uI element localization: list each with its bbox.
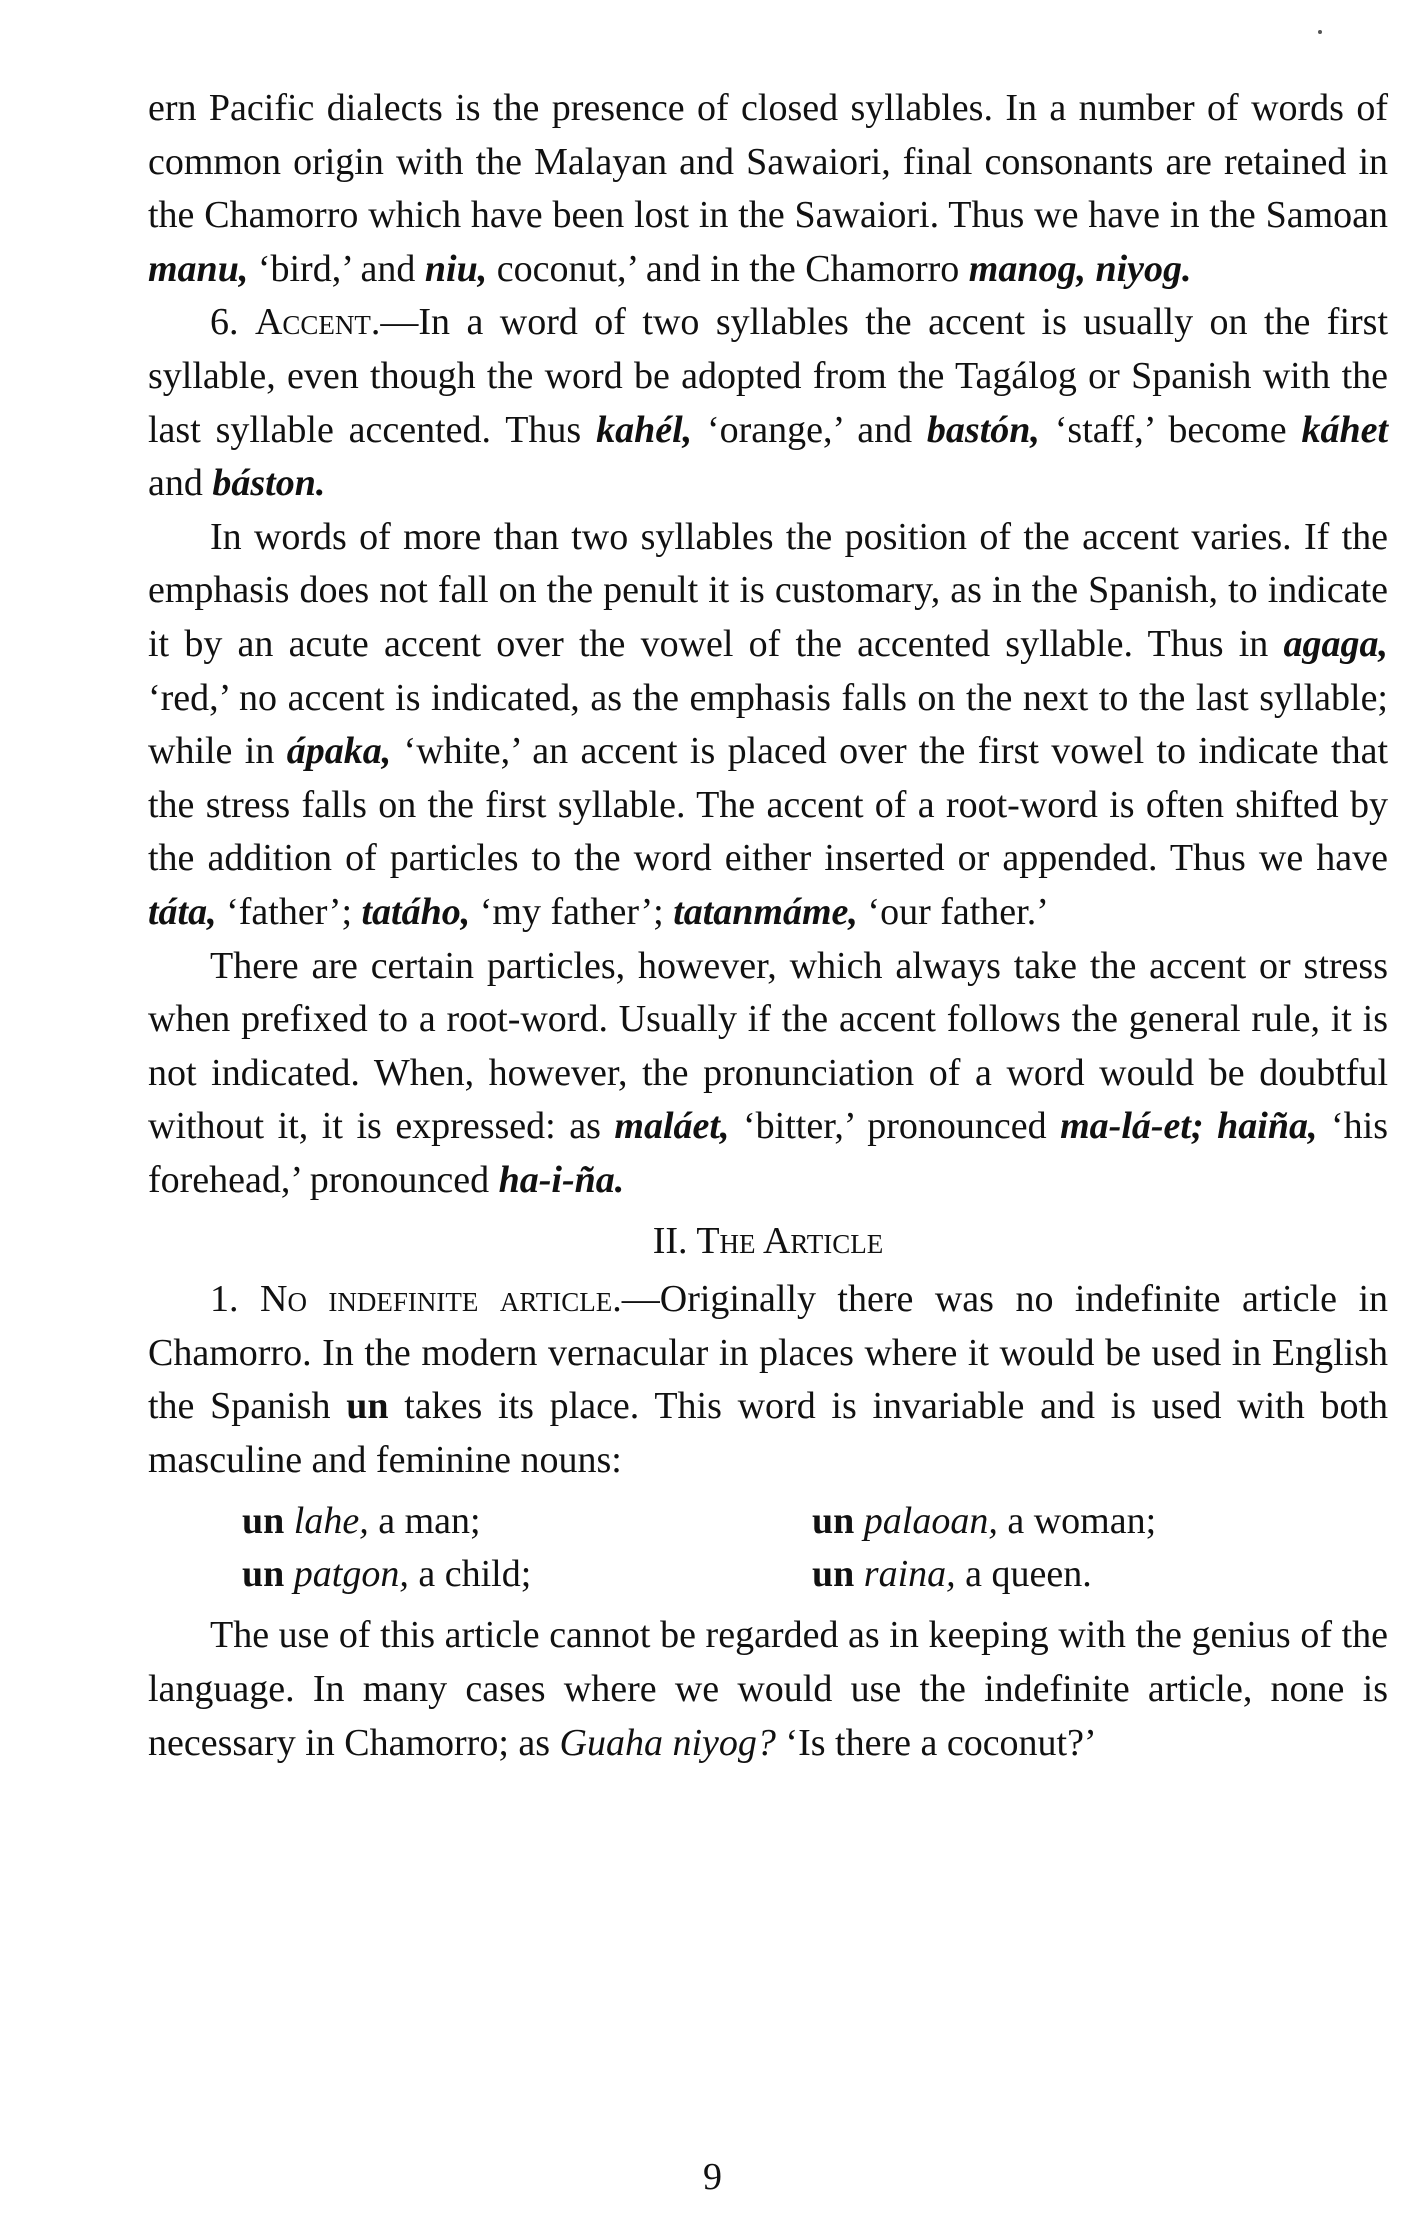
paragraph-heading: Accent. bbox=[254, 301, 381, 344]
text-run: ‘bird,’ and bbox=[248, 247, 425, 290]
term: tatáho, bbox=[361, 890, 471, 933]
body-text bbox=[148, 82, 1388, 1770]
example-item bbox=[812, 1548, 1412, 1601]
text-run: ‘orange,’ and bbox=[692, 408, 927, 451]
term: ha-i-ña. bbox=[498, 1158, 625, 1201]
example-article: un bbox=[812, 1553, 855, 1596]
text-run: ‘his forehead,’ pronounced bbox=[148, 1105, 1388, 1201]
example-word: palaoan, bbox=[863, 1500, 998, 1543]
section-heading bbox=[148, 1215, 1388, 1269]
term: Guaha niyog? bbox=[559, 1721, 776, 1764]
example-gloss: a man; bbox=[368, 1500, 481, 1543]
text-run: ‘Is there a coconut?’ bbox=[775, 1721, 1097, 1764]
example-item bbox=[812, 1495, 1412, 1548]
example-gloss: a woman; bbox=[997, 1500, 1157, 1543]
example-item bbox=[242, 1495, 812, 1548]
text-run: —Originally there was no indefinite article in Chamorro. In the modern vernacular in places where it would be used in English the Spanish bbox=[148, 1278, 1389, 1428]
paragraph bbox=[148, 1609, 1388, 1770]
speck bbox=[1318, 30, 1322, 34]
term: báston. bbox=[212, 462, 326, 505]
term: táta, bbox=[148, 890, 217, 933]
section-number: 6. bbox=[210, 301, 255, 344]
paragraph bbox=[148, 940, 1388, 1208]
term: bastón, bbox=[926, 408, 1040, 451]
example-gloss: a queen. bbox=[955, 1553, 1092, 1596]
term: káhet bbox=[1301, 408, 1388, 451]
text-run: takes its place. This word is invariable and is used with both masculine and feminine nouns: bbox=[148, 1385, 1388, 1481]
text-run: coconut,’ and in the Chamorro bbox=[487, 247, 969, 290]
paragraph bbox=[148, 1273, 1388, 1487]
text-run: ‘father’; bbox=[216, 890, 362, 933]
term: agaga, bbox=[1283, 622, 1388, 665]
text-run: ‘white,’ an accent is placed over the first vowel to indicate that the stress falls on the first syllable. The accent of a root-word is often shifted by the addition of particles to the word either inserted or appended. Thus we have bbox=[148, 730, 1389, 880]
text-run: ern Pacific dialects is the presence of closed syllables. In a number of words of common origin with the Malayan and Sawaiori, final consonants are retained in the Chamorro which have been lost in the Sawaiori. Thus we have in the Samoan bbox=[148, 87, 1388, 237]
term: manu, bbox=[148, 247, 249, 290]
section-heading-number: II. bbox=[652, 1220, 697, 1263]
section-heading-title: The Article bbox=[696, 1220, 884, 1263]
text-run: There are certain particles, however, which always take the accent or stress when prefixed to a root-word. Usually if the accent follows the general rule, it is not indicated. When, however, the pronunciation of a word would be doubtful without it, it is expressed: as bbox=[148, 944, 1388, 1148]
example-word: raina, bbox=[863, 1553, 956, 1596]
section-number: 1. bbox=[210, 1278, 260, 1321]
term: niu, bbox=[424, 247, 488, 290]
page-number: 9 bbox=[703, 2156, 722, 2198]
text-run: ‘staff,’ become bbox=[1039, 408, 1302, 451]
paragraph-heading: No indefinite article. bbox=[260, 1278, 622, 1321]
paragraph bbox=[148, 511, 1388, 940]
term: maláet, bbox=[614, 1105, 730, 1148]
text-run: ‘our father.’ bbox=[857, 890, 1049, 933]
term: un bbox=[346, 1385, 389, 1428]
example-list bbox=[242, 1495, 1388, 1601]
example-article: un bbox=[242, 1553, 285, 1596]
example-article: un bbox=[812, 1500, 855, 1543]
text-run: In words of more than two syllables the position of the accent varies. If the emphasis does not fall on the penult it is customary, as in the Spanish, to indicate it by an acute accent over the vowel of the accented syllable. Thus in bbox=[148, 515, 1388, 665]
text-run: The use of this article cannot be regarded as in keeping with the genius of the language. In many cases where we would use the indefinite article, none is necessary in Chamorro; as bbox=[148, 1614, 1388, 1764]
paragraph bbox=[148, 82, 1388, 296]
example-article: un bbox=[242, 1500, 285, 1543]
example-word: patgon, bbox=[293, 1553, 409, 1596]
text-run: ‘my father’; bbox=[470, 890, 674, 933]
paragraph bbox=[148, 296, 1388, 510]
text-run: and bbox=[148, 462, 213, 505]
text-run: ‘red,’ no accent is indicated, as the emphasis falls on the next to the last syllable; while in bbox=[148, 676, 1388, 773]
term: tatanmáme, bbox=[673, 890, 858, 933]
term: ma-lá-et; haiña, bbox=[1060, 1105, 1318, 1148]
example-item bbox=[242, 1548, 812, 1601]
term: manog, niyog. bbox=[968, 247, 1192, 290]
example-gloss: a child; bbox=[408, 1553, 532, 1596]
term: kahél, bbox=[596, 408, 693, 451]
term: ápaka, bbox=[286, 730, 392, 773]
text-run: ‘bitter,’ pronounced bbox=[729, 1105, 1061, 1148]
text-run: —In a word of two syllables the accent is usually on the first syllable, even though the word be adopted from the Tagálog or Spanish with the last syllable accented. Thus bbox=[148, 301, 1389, 451]
example-word: lahe, bbox=[293, 1500, 369, 1543]
